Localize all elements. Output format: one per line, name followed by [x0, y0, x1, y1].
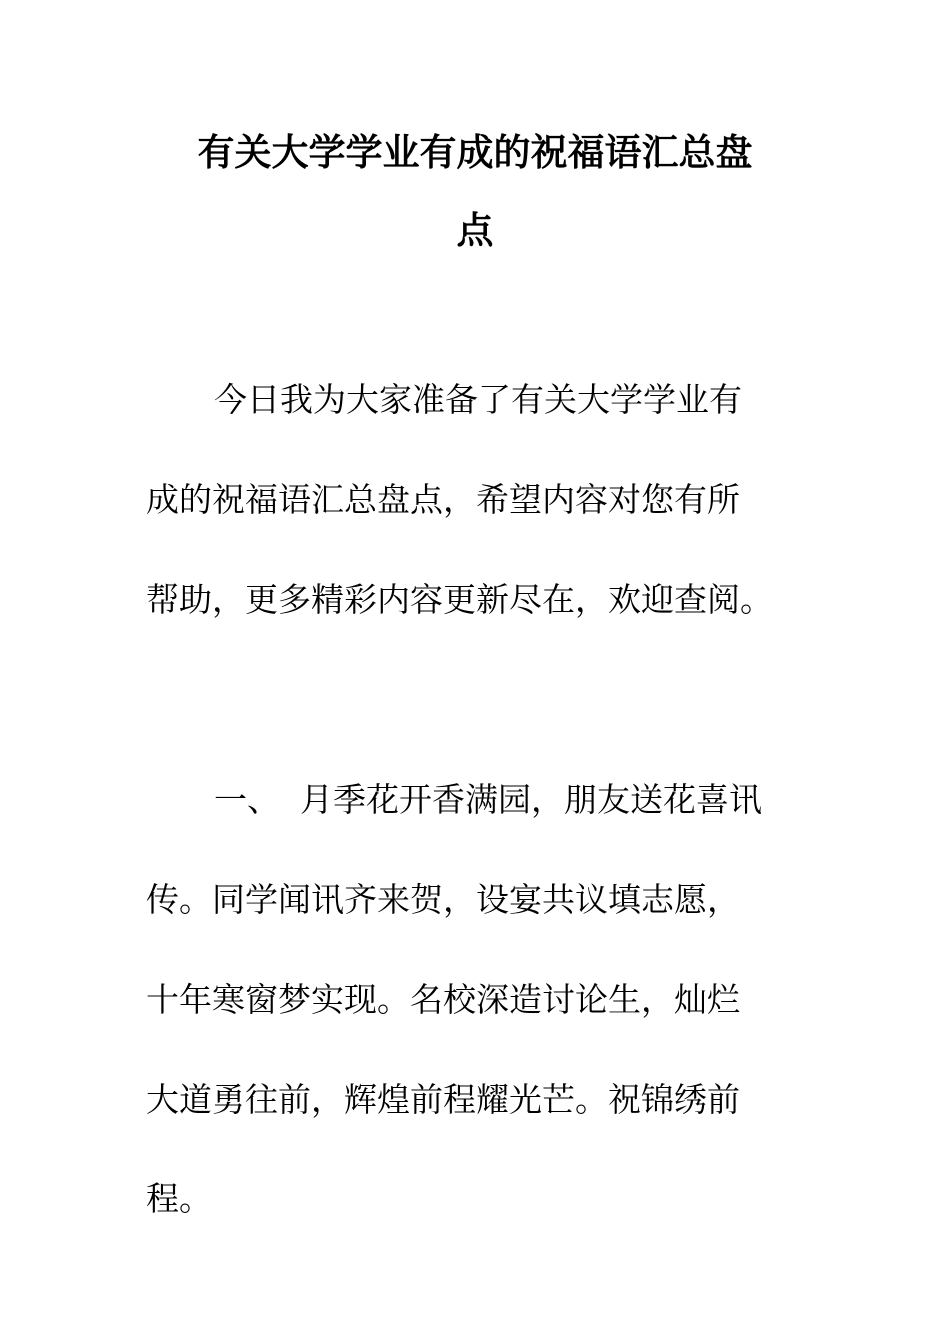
list-item-1-line-2: 传。同学闻讯齐来贺，设宴共议填志愿， — [146, 880, 740, 919]
list-item-1-line-1 — [214, 781, 762, 819]
document-title-line-1: 有关大学学业有成的祝福语汇总盘 — [197, 131, 753, 174]
list-item-1-line-1-text: 月季花开香满园，朋友送花喜讯 — [300, 780, 762, 819]
intro-paragraph-line-1: 今日我为大家准备了有关大学学业有 — [214, 380, 742, 419]
list-item-1-line-5: 程。 — [146, 1179, 212, 1218]
document-title-line-2: 点 — [456, 209, 494, 252]
list-item-1-line-3: 十年寒窗梦实现。名校深造讨论生，灿烂 — [146, 980, 740, 1019]
intro-paragraph-line-3: 帮助，更多精彩内容更新尽在，欢迎查阅。 — [146, 580, 773, 619]
list-item-1-marker: 一、 — [214, 780, 280, 819]
list-item-1-line-4: 大道勇往前，辉煌前程耀光芒。祝锦绣前 — [146, 1080, 740, 1119]
intro-paragraph-line-2: 成的祝福语汇总盘点，希望内容对您有所 — [146, 480, 740, 519]
